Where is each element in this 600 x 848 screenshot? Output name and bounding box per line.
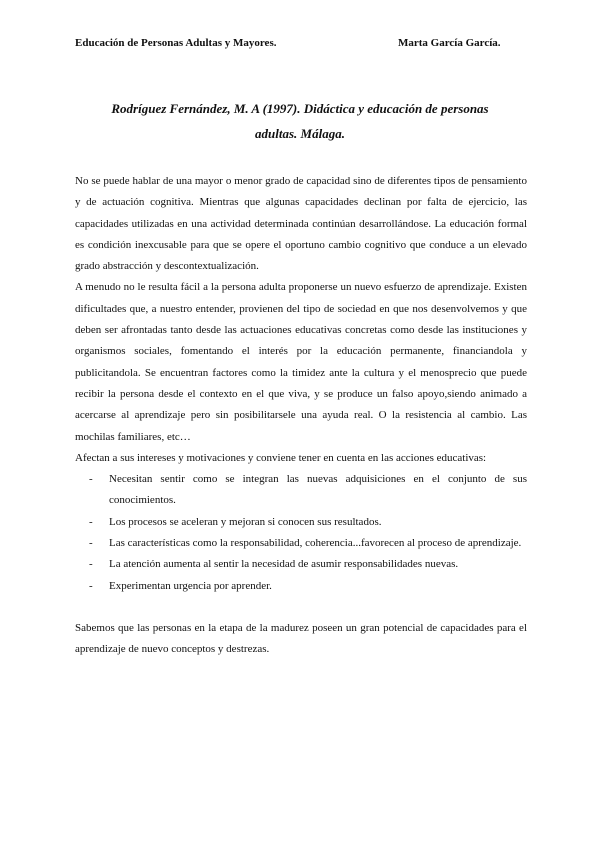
bullet-dash: - — [89, 558, 93, 571]
list-item-text: Los procesos se aceleran y mejoran si conocen sus resultados. — [109, 515, 382, 528]
list-item — [75, 512, 527, 533]
list-item-text: La atención aumenta al sentir la necesidad de asumir responsabilidades nuevas. — [109, 558, 459, 571]
bullet-dash: - — [89, 537, 93, 550]
header-author: Marta García García. — [398, 37, 501, 49]
list-item-text: Experimentan urgencia por aprender. — [109, 579, 272, 592]
list-item — [75, 533, 527, 554]
bullet-dash: - — [89, 473, 93, 486]
bullet-dash: - — [89, 579, 93, 592]
paragraph-2: A menudo no le resulta fácil a la persona adulta proponerse un nuevo esfuerzo de aprendizaje. Existen dificultades que, a nuestro entender, provienen del tipo de sociedad en que nos desenvolvemos y que deben ser afrontadas tanto desde las actuaciones educativas concretas como desde las instituciones y organismos sociales, fomentando el interés por la educación permanente, financiandola y publicitandola. Se encuentran factores como la timidez ante la cultura y el menosprecio que puede recibir la persona desde el contexto en el que viva, y se produce un falso apoyo,siendo animado a acercarse al aprendizaje pero sin posibilitarsele una ayuda real. O la resistencia al cambio. Las mochilas familiares, etc… — [75, 281, 527, 443]
page-header — [75, 37, 525, 53]
bullet-list — [75, 469, 527, 597]
paragraph-4: Sabemos que las personas en la etapa de la madurez poseen un gran potencial de capacidades para el aprendizaje de nuevo conceptos y destrezas. — [75, 621, 527, 656]
title-line-2: adultas. Málaga. — [255, 126, 345, 141]
list-item — [75, 554, 527, 575]
paragraph-1: No se puede hablar de una mayor o menor grado de capacidad sino de diferentes tipos de pensamiento y de actuación cognitiva. Mientras que algunas capacidades declinan por falta de ejercicio, las capacidades utilizadas en una actividad determinada continúan desarrollándose. La educación formal es condición inexcusable para que se opere el oportuno cambio cognitivo que conduce a un elevado grado abstracción y descontextualización. — [75, 175, 527, 273]
list-item-text: Las características como la responsabilidad, coherencia...favorecen al proceso de aprendizaje. — [109, 537, 522, 550]
document-title — [60, 96, 540, 146]
title-line-1: Rodríguez Fernández, M. A (1997). Didáctica y educación de personas — [111, 101, 489, 116]
bullet-dash: - — [89, 515, 93, 528]
list-item — [75, 576, 527, 597]
list-item-text: Necesitan sentir como se integran las nuevas adquisiciones en el conjunto de sus conocimientos. — [109, 473, 527, 507]
paragraph-3: Afectan a sus intereses y motivaciones y conviene tener en cuenta en las acciones educativas: — [75, 451, 487, 464]
document-body — [75, 171, 527, 661]
header-course-title: Educación de Personas Adultas y Mayores. — [75, 37, 277, 49]
spacer — [75, 597, 527, 618]
list-item — [75, 469, 527, 512]
